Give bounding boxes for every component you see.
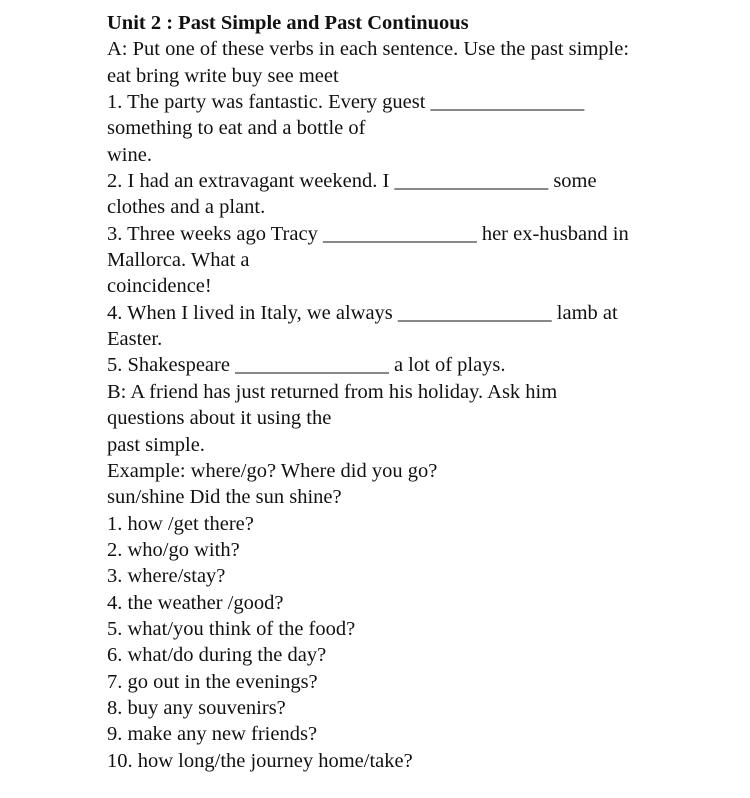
section-b	[107, 379, 737, 774]
worksheet-page	[107, 10, 737, 774]
question-item: 5. what/you think of the food?	[107, 617, 356, 640]
exercise-line: Easter.	[107, 328, 163, 351]
question-item: 4. the weather /good?	[107, 591, 284, 614]
question-item: 1. how /get there?	[107, 512, 254, 535]
question-item: 10. how long/the journey home/take?	[107, 749, 413, 772]
section-b-instruction: B: A friend has just returned from his holiday. Ask him	[107, 380, 558, 403]
question-item: 6. what/do during the day?	[107, 644, 327, 667]
question-item: 2. who/go with?	[107, 538, 240, 561]
section-b-instruction: past simple.	[107, 433, 205, 456]
section-b-instruction: questions about it using the	[107, 407, 332, 430]
question-item: 8. buy any souvenirs?	[107, 696, 286, 719]
exercise-line: coincidence!	[107, 275, 212, 298]
question-item: 3. where/stay?	[107, 565, 226, 588]
section-a	[107, 36, 737, 378]
question-item: 9. make any new friends?	[107, 723, 318, 746]
exercise-line: 2. I had an extravagant weekend. I _______________ some	[107, 170, 597, 193]
exercise-line: 3. Three weeks ago Tracy _______________ her ex-husband in	[107, 222, 629, 245]
example-line: sun/shine Did the sun shine?	[107, 486, 342, 509]
exercise-line: something to eat and a bottle of	[107, 117, 366, 140]
exercise-line: 1. The party was fantastic. Every guest _______________	[107, 91, 585, 114]
exercise-line: Mallorca. What a	[107, 249, 250, 272]
example-line: Example: where/go? Where did you go?	[107, 459, 438, 482]
question-item: 7. go out in the evenings?	[107, 670, 318, 693]
worksheet-title: Unit 2 : Past Simple and Past Continuous	[107, 12, 469, 34]
verb-list: eat bring write buy see meet	[107, 64, 339, 87]
section-a-instruction: A: Put one of these verbs in each sentence. Use the past simple:	[107, 38, 630, 61]
exercise-line: wine.	[107, 143, 152, 166]
exercise-line: clothes and a plant.	[107, 196, 266, 219]
exercise-line: 4. When I lived in Italy, we always _______________ lamb at	[107, 301, 618, 324]
exercise-line: 5. Shakespeare _______________ a lot of plays.	[107, 354, 506, 377]
